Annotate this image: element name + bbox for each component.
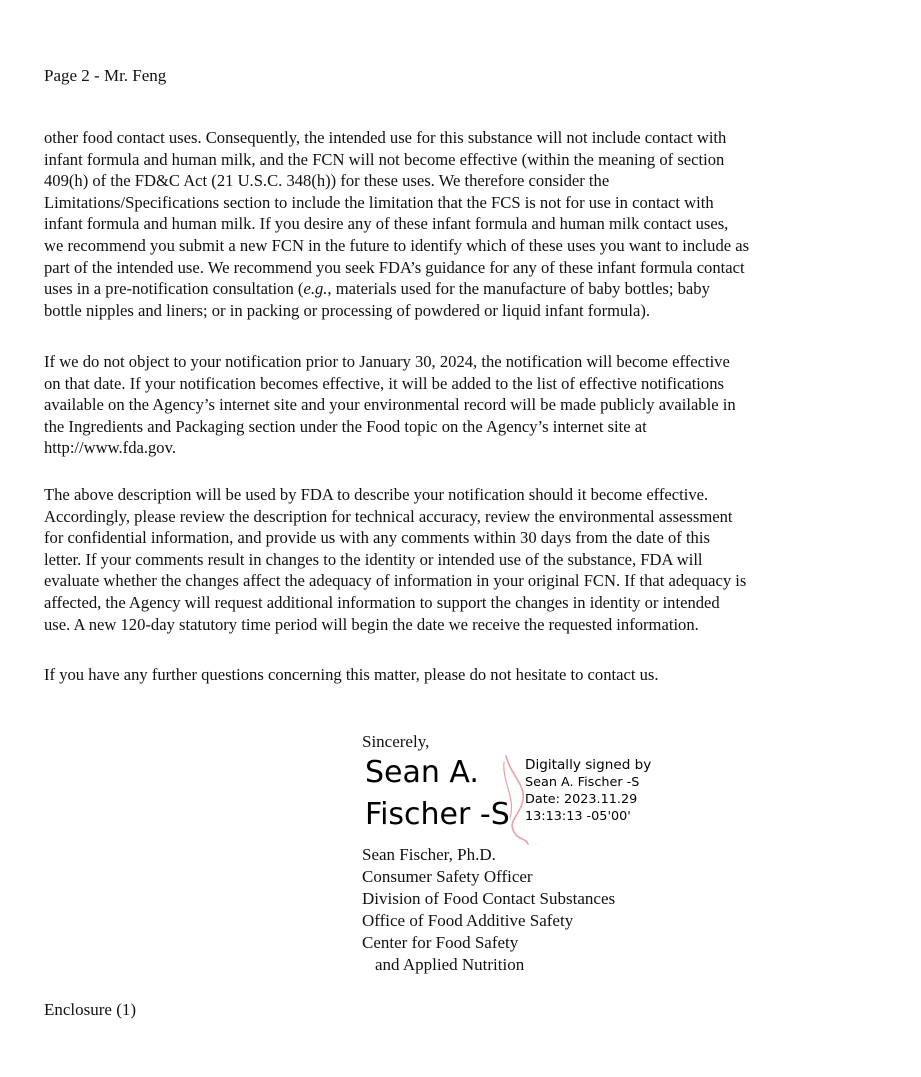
paragraph-line: the Ingredients and Packaging section under the Food topic on the Agency’s internet site at <box>44 416 647 436</box>
signer-name: Sean Fischer, Ph.D. <box>362 845 496 864</box>
paragraph-line: on that date. If your notification becomes effective, it will be added to the list of effective notifications <box>44 373 724 393</box>
signature-name-line: Fischer -S <box>365 797 510 832</box>
paragraph-contact-us <box>44 664 880 686</box>
page-header: Page 2 - Mr. Feng <box>44 66 167 85</box>
paragraph-line: If we do not object to your notification prior to January 30, 2024, the notification will become effective <box>44 352 730 371</box>
closing-salutation: Sincerely, <box>362 732 430 751</box>
signature-detail-line: Digitally signed by <box>525 757 652 773</box>
signer-title: Consumer Safety Officer <box>362 867 533 886</box>
signer-block <box>362 844 615 976</box>
paragraph-line: for confidential information, and provide us with any comments within 30 days from the date of this <box>44 528 710 548</box>
signature-detail-line: 13:13:13 -05'00' <box>525 809 631 824</box>
paragraph-line: If you have any further questions concerning this matter, please do not hesitate to contact us. <box>44 665 659 684</box>
paragraph-line: http://www.fda.gov. <box>44 438 176 458</box>
line-text: , materials used for the manufacture of baby bottles; baby <box>327 279 710 299</box>
signature-detail-line: Date: 2023.11.29 <box>525 792 638 807</box>
paragraph-line: part of the intended use. We recommend you seek FDA’s guidance for any of these infant formula contact <box>44 257 745 277</box>
signature-detail-line: Sean A. Fischer -S <box>525 775 640 790</box>
paragraph-line: letter. If your comments result in changes to the identity or intended use of the substance, FDA will <box>44 549 703 569</box>
signer-division: Division of Food Contact Substances <box>362 889 616 908</box>
italic-abbreviation: e.g. <box>303 279 328 299</box>
paragraph-review-description <box>44 484 880 635</box>
paragraph-effective-date <box>44 351 880 459</box>
paragraph-line: 409(h) of the FD&C Act (21 U.S.C. 348(h)) for these uses. We therefore consider the <box>44 171 610 191</box>
paragraph-line: Accordingly, please review the description for technical accuracy, review the environmental assessment <box>44 506 733 526</box>
signer-office: Office of Food Additive Safety <box>362 911 574 930</box>
paragraph-infant-formula-limitation <box>44 127 880 321</box>
paragraph-line: other food contact uses. Consequently, the intended use for this substance will not include contact with <box>44 128 727 147</box>
paragraph-line: bottle nipples and liners; or in packing or processing of powdered or liquid infant formula). <box>44 300 650 320</box>
digital-signature-details <box>525 757 651 825</box>
paragraph-line: Limitations/Specifications section to include the limitation that the FCS is not for use in contact with <box>44 192 714 212</box>
paragraph-line: evaluate whether the changes affect the adequacy of information in your original FCN. If that adequacy is <box>44 571 747 591</box>
paragraph-line: infant formula and human milk. If you desire any of these infant formula and human milk contact uses, <box>44 214 729 234</box>
paragraph-line: we recommend you submit a new FCN in the future to identify which of these uses you want to include as <box>44 235 750 255</box>
paragraph-line <box>44 278 880 300</box>
paragraph-line: affected, the Agency will request additional information to support the changes in identity or intended <box>44 592 720 612</box>
signature-name-line: Sean A. <box>365 755 479 790</box>
paragraph-line: available on the Agency’s internet site and your environmental record will be made publicly available in <box>44 395 736 415</box>
paragraph-line: The above description will be used by FDA to describe your notification should it become effective. <box>44 485 709 504</box>
paragraph-line: infant formula and human milk, and the FCN will not become effective (within the meaning of section <box>44 149 725 169</box>
enclosure-note: Enclosure (1) <box>44 1000 137 1019</box>
signer-center-continued: and Applied Nutrition <box>375 955 525 974</box>
signer-center: Center for Food Safety <box>362 933 519 952</box>
line-text: uses in a pre-notification consultation ( <box>44 279 304 299</box>
paragraph-line: use. A new 120-day statutory time period will begin the date we receive the requested information. <box>44 614 699 634</box>
digital-signature-name <box>365 752 510 836</box>
